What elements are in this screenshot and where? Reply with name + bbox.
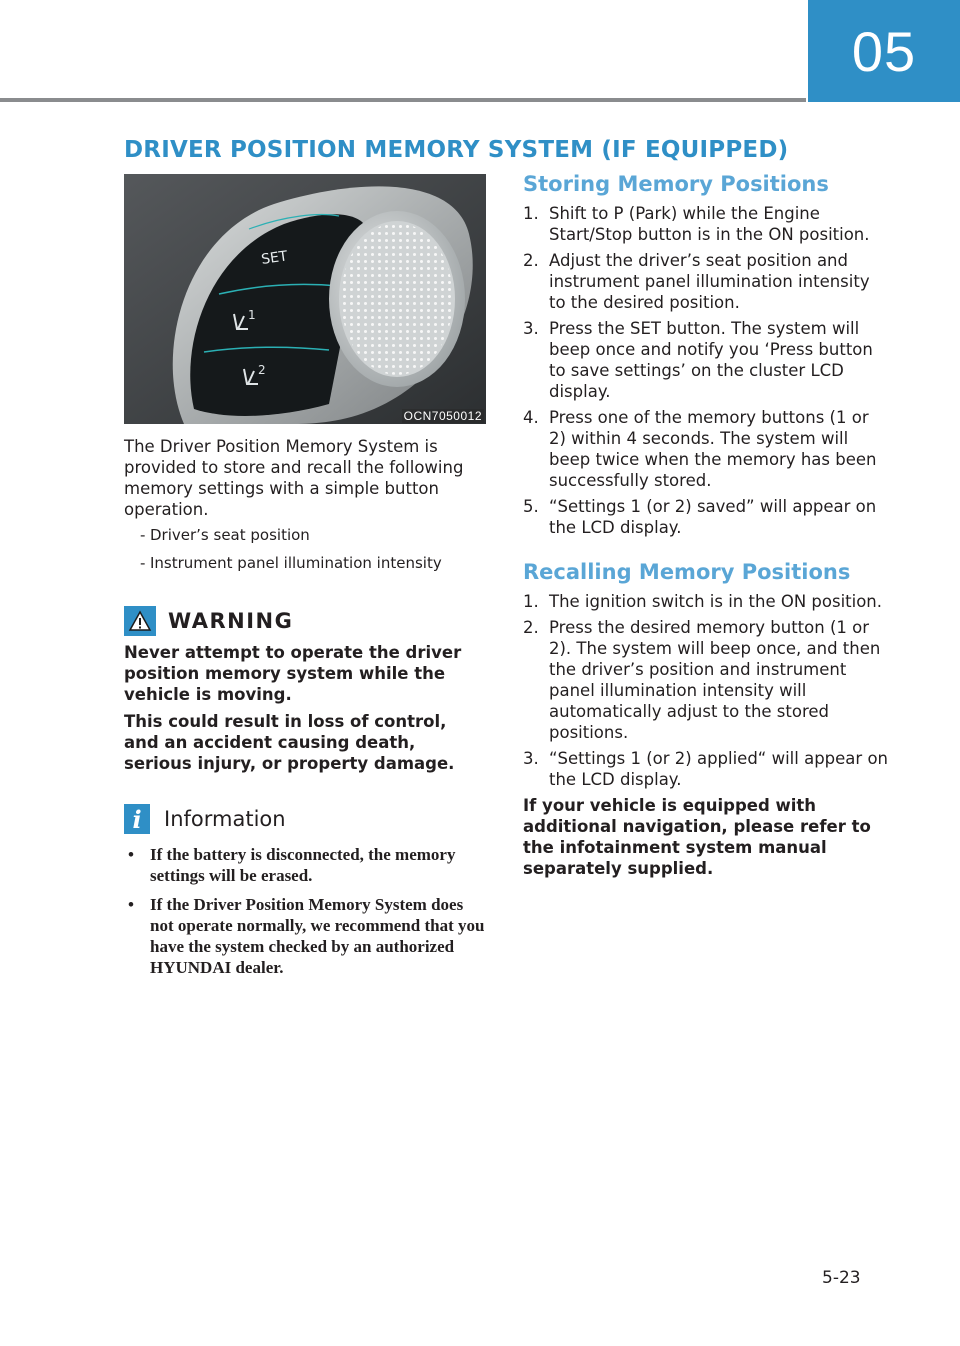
- step-text: Press the desired memory button (1 or 2). The system will beep once, and then the driver’s position and instrument panel illumination intensity will automatically adjust to the stored positions.: [549, 618, 881, 742]
- list-item: - Driver’s seat position: [140, 526, 310, 544]
- step-number: 3.: [523, 319, 539, 338]
- step-number: 5.: [523, 497, 539, 516]
- information-title: Information: [164, 807, 286, 831]
- step-text: The ignition switch is in the ON position.: [549, 592, 883, 611]
- step-text: Press the SET button. The system will beep once and notify you ‘Press button to save settings’ on the cluster LCD display.: [549, 319, 873, 401]
- recalling-steps: [523, 591, 888, 790]
- section-title: DRIVER POSITION MEMORY SYSTEM (IF EQUIPPED): [124, 137, 789, 163]
- intro-paragraph: The Driver Position Memory System is provided to store and recall the following memory settings with a simple button operation.: [124, 437, 464, 519]
- storing-steps: [523, 203, 888, 538]
- list-item: [523, 748, 888, 790]
- information-text: If the Driver Position Memory System does not operate normally, we recommend that you have the system checked by an authorized HYUNDAI dealer.: [150, 895, 485, 977]
- chapter-tab: 05: [808, 0, 960, 102]
- list-item: - Instrument panel illumination intensity: [140, 554, 442, 572]
- header-rule: [0, 98, 806, 102]
- warning-triangle-icon: [124, 606, 156, 636]
- page-number: 5-23: [822, 1268, 861, 1288]
- step-text: Press one of the memory buttons (1 or 2) within 4 seconds. The system will beep twice when the memory has been successfully stored.: [549, 408, 877, 490]
- figure-code: OCN7050012: [403, 409, 482, 423]
- warning-title: WARNING: [168, 609, 294, 633]
- list-item: [523, 591, 888, 612]
- info-icon: i: [124, 804, 150, 834]
- list-item: [523, 407, 888, 491]
- step-text: “Settings 1 (or 2) saved” will appear on the LCD display.: [549, 497, 877, 537]
- storing-heading: Storing Memory Positions: [523, 172, 829, 196]
- list-item: [523, 496, 888, 538]
- memory-switch-figure: [124, 174, 486, 424]
- step-text: Adjust the driver’s seat position and instrument panel illumination intensity to the desired position.: [549, 251, 870, 312]
- memory-switch-illustration: [124, 174, 486, 424]
- information-header: [124, 804, 486, 834]
- warning-body: [124, 642, 486, 774]
- closing-note: If your vehicle is equipped with additional navigation, please refer to the infotainment system manual separately supplied.: [523, 796, 871, 878]
- step-number: 2.: [523, 618, 539, 637]
- left-column: [124, 174, 486, 986]
- memory-1-label: 1: [248, 308, 256, 322]
- warning-header: [124, 606, 486, 636]
- list-item: [523, 617, 888, 743]
- step-text: “Settings 1 (or 2) applied“ will appear on the LCD display.: [549, 749, 888, 789]
- step-number: 3.: [523, 749, 539, 768]
- step-number: 4.: [523, 408, 539, 427]
- information-text: If the battery is disconnected, the memory settings will be erased.: [150, 845, 456, 885]
- list-item: [523, 250, 888, 313]
- warning-paragraph: Never attempt to operate the driver position memory system while the vehicle is moving.: [124, 643, 462, 704]
- list-item: [523, 318, 888, 402]
- step-text: Shift to P (Park) while the Engine Start/Stop button is in the ON position.: [549, 204, 870, 244]
- list-item: • If the battery is disconnected, the memory settings will be erased.: [128, 845, 456, 885]
- warning-paragraph: This could result in loss of control, and an accident causing death, serious injury, or property damage.: [124, 712, 455, 773]
- step-number: 2.: [523, 251, 539, 270]
- step-number: 1.: [523, 204, 539, 223]
- step-number: 1.: [523, 592, 539, 611]
- set-button-label: SET: [260, 248, 289, 268]
- memory-items-list: [124, 525, 486, 574]
- memory-item-text: Instrument panel illumination intensity: [150, 554, 442, 572]
- list-item: [523, 203, 888, 245]
- memory-item-text: Driver’s seat position: [150, 526, 310, 544]
- right-column: [523, 172, 888, 879]
- information-list: [124, 844, 486, 978]
- list-item: • If the Driver Position Memory System does not operate normally, we recommend that you have the system checked by an authorized HYUNDAI dealer.: [128, 895, 485, 977]
- recalling-heading: Recalling Memory Positions: [523, 560, 851, 584]
- memory-2-label: 2: [258, 363, 266, 377]
